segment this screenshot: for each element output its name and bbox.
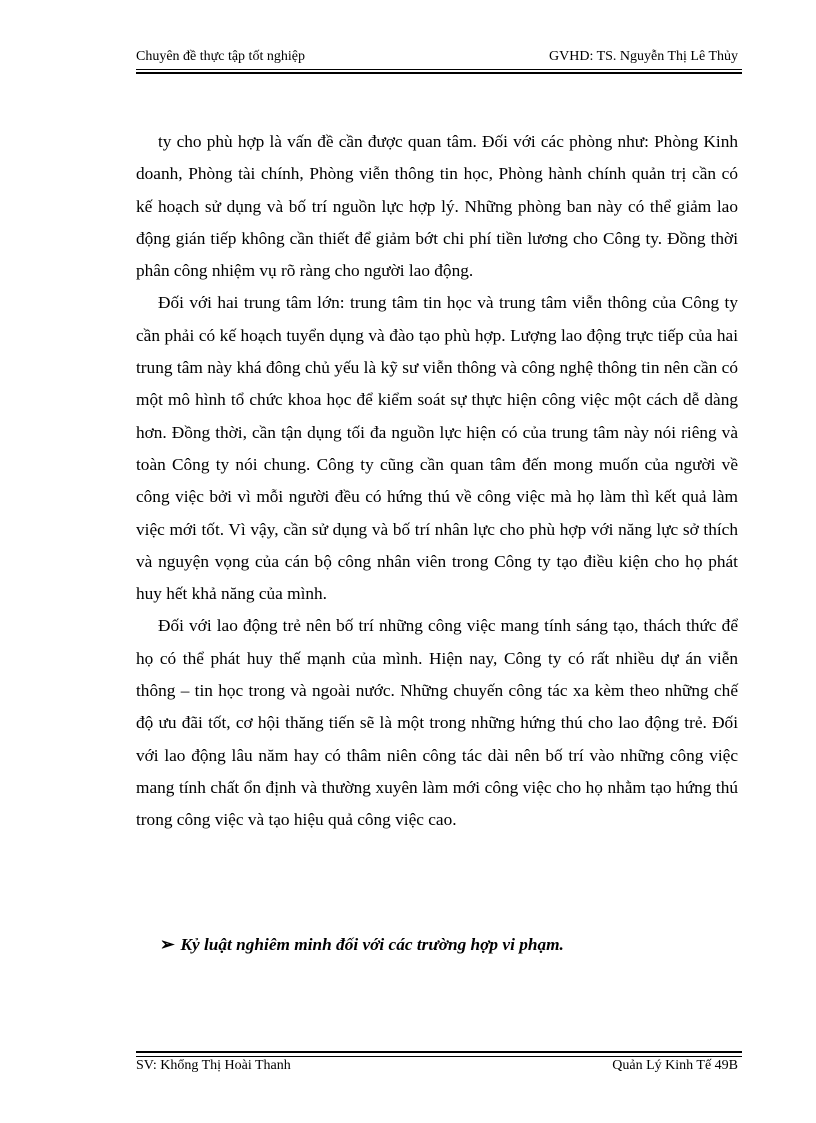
header-rule-thick (136, 72, 742, 74)
footer-rule-thin (136, 1056, 742, 1057)
paragraph-3: Đối với lao động trẻ nên bố trí những công việc mang tính sáng tạo, thách thức để họ có thể phát huy thế mạnh của mình. Hiện nay, Công ty có rất nhiều dự án viễn thông – tin học trong và ngoài nước. Những chuyến công tác xa kèm theo những chế độ ưu đãi tốt, cơ hội thăng tiến sẽ là một trong những hứng thú cho lao động trẻ. Đối với lao động lâu năm hay có thâm niên công tác dài nên bố trí vào những công việc mang tính chất ổn định và thường xuyên làm mới công việc cho họ nhằm tạo hứng thú trong công việc và tạo hiệu quả công việc cao. (136, 616, 738, 830)
arrow-bullet-icon: ➢ (160, 935, 175, 954)
page-header (136, 49, 742, 69)
page-footer (136, 1058, 742, 1078)
footer-student: SV: Khổng Thị Hoài Thanh (136, 1058, 291, 1073)
header-advisor: GVHD: TS. Nguyễn Thị Lê Thủy (549, 49, 738, 64)
footer-class: Quản Lý Kinh Tế 49B (612, 1058, 738, 1073)
header-title: Chuyên đề thực tập tốt nghiệp (136, 49, 305, 64)
bullet-text: Kỷ luật nghiêm minh đối với các trường hợp vi phạm. (180, 935, 564, 954)
header-rule-thin (136, 69, 742, 70)
paragraph-2: Đối với hai trung tâm lớn: trung tâm tin học và trung tâm viễn thông của Công ty cần phải có kế hoạch tuyển dụng và đào tạo phù hợp. Lượng lao động trực tiếp của hai trung tâm này khá đông chủ yếu là kỹ sư viễn thông và công nghệ thông tin nên cần có một mô hình tổ chức khoa học để kiểm soát sự thực hiện công việc một cách dễ dàng hơn. Đồng thời, cần tận dụng tối đa nguồn lực hiện có của trung tâm này nói riêng và toàn Công ty nói chung. Công ty cũng cần quan tâm đến mong muốn của người về công việc bởi vì mỗi người đều có hứng thú về công việc mà họ làm thì kết quả làm việc mới tốt. Vì vậy, cần sử dụng và bố trí nhân lực cho phù hợp với năng lực sở thích và nguyện vọng của cán bộ công nhân viên trong Công ty tạo điều kiện cho họ phát huy hết khả năng của mình. (136, 293, 738, 604)
bullet-heading (160, 935, 564, 955)
paragraph-1: ty cho phù hợp là vấn đề cần được quan tâm. Đối với các phòng như: Phòng Kinh doanh, Phòng tài chính, Phòng viễn thông tin học, Phòng hành chính quản trị cần có kế hoạch sử dụng và bố trí nguồn lực hợp lý. Những phòng ban này có thể giảm lao động gián tiếp không cần thiết để giảm bớt chi phí tiền lương cho Công ty. Đồng thời phân công nhiệm vụ rõ ràng cho người lao động. (136, 132, 738, 281)
body-text (136, 126, 738, 837)
footer-rule-thick (136, 1051, 742, 1053)
